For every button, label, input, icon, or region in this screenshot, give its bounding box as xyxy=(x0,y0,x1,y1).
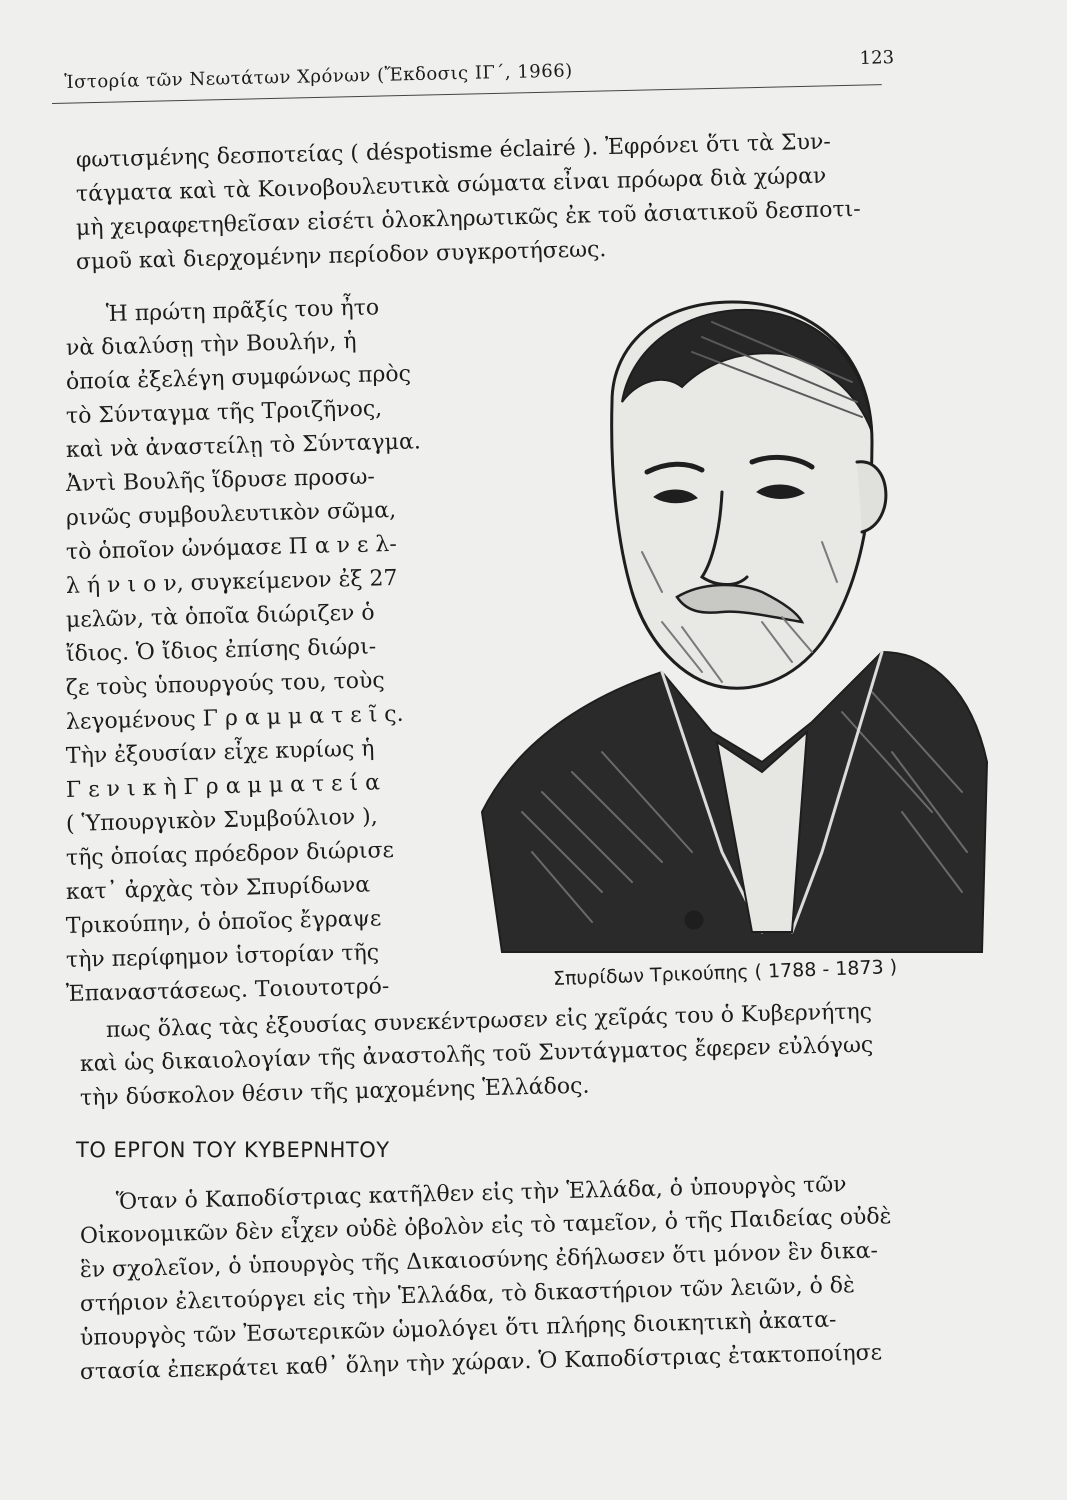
portrait-engraving xyxy=(462,292,992,964)
text-line: Γ ε ν ι κ ὴ Γ ρ α μ μ α τ ε ί α xyxy=(65,770,381,803)
running-header xyxy=(64,47,901,100)
text-line: Ὅταν ὁ Καποδίστριας κατῆλθεν εἰς τὴν Ἑλλάδα, ὁ ὑπουργὸς τῶν xyxy=(115,1172,847,1215)
portrait-caption: Σπυρίδων Τρικούπης ( 1788 - 1873 ) xyxy=(552,955,898,990)
text-line: τῆς ὁποίας πρόεδρον διώρισε xyxy=(65,837,395,871)
text-line: τὴν περίφημον ἱστορίαν τῆς xyxy=(65,940,380,973)
text-line: ζε τοὺς ὑπουργούς του, τοὺς xyxy=(65,668,385,701)
text-line: Ἀντὶ Βουλῆς ἵδρυσε προσω- xyxy=(65,464,376,497)
text-line: λ ή ν ι ο ν, συγκείμενον ἐξ 27 xyxy=(65,565,398,599)
text-line: κατ᾽ ἀρχὰς τὸν Σπυρίδωνα xyxy=(65,872,371,905)
text-line: τάγματα καὶ τὰ Κοινοβουλευτικὰ σώματα εἶναι πρόωρα διὰ χώραν xyxy=(75,163,827,207)
text-line: πως ὅλας τὰς ἐξουσίας συνεκέντρωσεν εἰς χεῖράς του ὁ Κυβερνήτης xyxy=(105,999,873,1043)
text-line: τὸ Σύνταγμα τῆς Τροιζῆνος, xyxy=(65,396,383,429)
text-line: ( Ὑπουργικὸν Συμβούλιον ), xyxy=(65,804,378,837)
text-line: Οἰκονομικῶν δὲν εἶχεν οὐδὲ ὀβολὸν εἰς τὸ ταμεῖον, ὁ τῆς Παιδείας οὐδὲ xyxy=(79,1204,892,1249)
text-line: στήριον ἐλειτούργει εἰς τὴν Ἑλλάδα, τὸ δικαστήριον τῶν λειῶν, ὁ δὲ xyxy=(79,1273,856,1317)
text-line: ὑπουργὸς τῶν Ἐσωτερικῶν ὡμολόγει ὅτι πλήρης διοικητικὴ ἀκατα- xyxy=(79,1307,837,1351)
text-line: καὶ νὰ ἀναστείλῃ τὸ Σύνταγμα. xyxy=(65,429,422,463)
text-line: ἴδιος. Ὁ ἴδιος ἐπίσης διώρι- xyxy=(65,634,377,667)
text-line: σμοῦ καὶ διερχομένην περίοδον συγκροτήσεως. xyxy=(75,237,607,275)
page-number: 123 xyxy=(859,47,895,69)
text-line: ὁποία ἐξελέγη συμφώνως πρὸς xyxy=(65,361,412,395)
text-line: ἓν σχολεῖον, ὁ ὑπουργὸς τῆς Δικαιοσύνης ἐδήλωσεν ὅτι μόνον ἓν δικα- xyxy=(79,1238,879,1283)
section-heading: ΤΟ ΕΡΓΟΝ ΤΟΥ ΚΥΒΕΡΝΗΤΟΥ xyxy=(76,1138,390,1162)
text-line: νὰ διαλύσῃ τὴν Βουλήν, ἡ xyxy=(65,328,357,361)
text-line: ρινῶς συμβουλευτικὸν σῶμα, xyxy=(65,497,397,531)
text-line: Τρικούπην, ὁ ὁποῖος ἔγραψε xyxy=(65,906,382,939)
text-line: μελῶν, τὰ ὁποῖα διώριζεν ὁ xyxy=(65,600,375,633)
text-line: στασία ἐπεκράτει καθ᾽ ὅλην τὴν χώραν. Ὁ Καποδίστριας ἐτακτοποίησε xyxy=(79,1340,883,1385)
text-line: μὴ χειραφετηθεῖσαν εἰσέτι ὁλοκληρωτικῶς ἐκ τοῦ ἀσιατικοῦ δεσποτι- xyxy=(75,196,861,241)
header-title: Ἱστορία τῶν Νεωτάτων Χρόνων (Ἔκδοσις ΙΓ΄, 1966) xyxy=(64,60,573,93)
text-line: φωτισμένης δεσποτείας ( déspotisme éclairé ). Ἐφρόνει ὅτι τὰ Συν- xyxy=(75,129,832,173)
text-line: καὶ ὡς δικαιολογίαν τῆς ἀναστολῆς τοῦ Συντάγματος ἔφερεν εὐλόγως xyxy=(79,1032,874,1077)
text-line: λεγομένους Γ ρ α μ μ α τ ε ῖ ς. xyxy=(65,701,404,735)
text-line: Ἡ πρώτη πρᾶξίς του ἦτο xyxy=(105,295,380,327)
text-line: τὸ ὁποῖον ὠνόμασε Π α ν ε λ- xyxy=(65,531,398,565)
text-line: τὴν δύσκολον θέσιν τῆς μαχομένης Ἑλλάδος. xyxy=(79,1073,590,1111)
text-line: Τὴν ἐξουσίαν εἶχε κυρίως ἡ xyxy=(65,736,375,769)
text-line: Ἐπαναστάσεως. Τοιουτοτρό- xyxy=(65,974,390,1007)
